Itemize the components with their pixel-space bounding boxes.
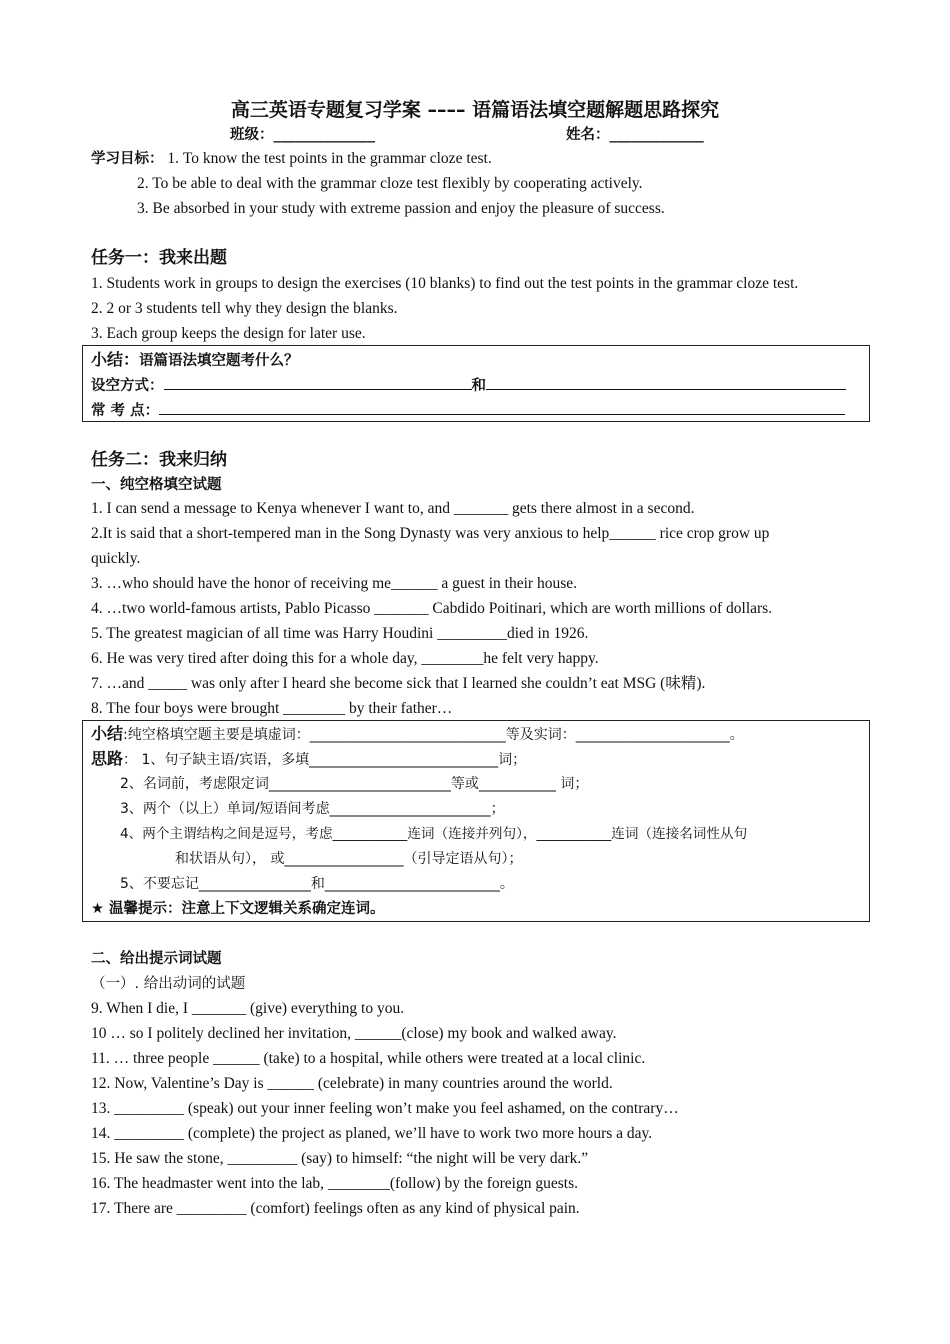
task2-heading: 任务二：我来归纳 — [91, 450, 227, 470]
verb-exercise-item: 15. He saw the stone, _________ (say) to himself: “the night will be very dark.” — [91, 1150, 589, 1167]
task1-summary-title-line — [91, 350, 299, 371]
exercise-item-cont: quickly. — [91, 550, 141, 567]
blank: ________________ — [198, 876, 311, 892]
verb-exercise-item: 17. There are _________ (comfort) feelings often as any kind of physical pain. — [91, 1200, 580, 1217]
summary-text: 词； — [555, 776, 589, 792]
task1-item: 3. Each group keeps the design for later use. — [91, 325, 366, 342]
summary-text: 。 — [729, 727, 744, 743]
exercise-item: 5. The greatest magician of all time was Harry Houdini _________died in 1926. — [91, 625, 589, 642]
summary-text: 和 — [310, 876, 325, 892]
blank-method-blank-2 — [486, 374, 846, 390]
blank-method-label: 设空方式： — [91, 378, 164, 394]
blank: ____________________________ — [309, 727, 506, 743]
verb-exercise-item: 11. … three people ______ (take) to a hospital, while others were treated at a local clinic. — [91, 1050, 646, 1067]
blank: _________________________ — [324, 876, 500, 892]
thinking-line-4 — [120, 824, 747, 844]
name-blank: _____________ — [609, 127, 704, 143]
blank-method-blank-1 — [164, 374, 472, 390]
blank: ___________ — [332, 826, 408, 842]
summary-text: :纯空格填空题主要是填虚词： — [123, 727, 310, 743]
class-blank: ______________ — [273, 127, 375, 143]
verb-exercise-item: 9. When I die, I _______ (give) everything to you. — [91, 1000, 405, 1017]
summary-text: 3、两个（以上）单词/短语间考虑 — [120, 801, 330, 817]
thinking-line-3 — [120, 799, 505, 819]
thinking-label: 思路 — [91, 749, 124, 768]
summary-text: 4、两个主谓结构之间是逗号，考虑 — [120, 826, 333, 842]
verb-exercise-item: 14. _________ (complete) the project as planed, we’ll have to work two more hours a day. — [91, 1125, 653, 1142]
summary-text: 词； — [498, 752, 527, 768]
test-points-label: 常 考 点： — [91, 403, 160, 419]
exercise-item: 6. He was very tired after doing this for a whole day, ________he felt very happy. — [91, 650, 599, 667]
task1-heading: 任务一：我来出题 — [91, 248, 227, 268]
objective-item: 1. To know the test points in the grammar cloze test. — [167, 150, 492, 167]
summary-text: 和状语从句）， 或 — [175, 851, 285, 867]
blank: ______________________ — [575, 727, 730, 743]
verb-exercise-item: 16. The headmaster went into the lab, ________(follow) by the foreign guests. — [91, 1175, 578, 1192]
verb-exercise-item: 12. Now, Valentine’s Day is ______ (celebrate) in many countries around the world. — [91, 1075, 613, 1092]
summary-text: 连词（连接并列句）， — [407, 826, 537, 842]
exercise-item: 8. The four boys were brought ________ by their father… — [91, 700, 453, 717]
page-title: 高三英语专题复习学案 –––– 语篇语法填空题解题思路探究 — [230, 99, 720, 121]
class-label: 班级： — [230, 127, 274, 143]
task1-item: 1. Students work in groups to design the exercises (10 blanks) to find out the test points in the grammar cloze test. — [91, 275, 799, 292]
summary-text: 2、名词前，考虑限定词 — [120, 776, 269, 792]
summary-text: ： 1、句子缺主语/宾语，多填 — [123, 752, 310, 768]
blank: ___________ — [478, 776, 556, 792]
verb-exercise-item: 13. _________ (speak) out your inner feeling won’t make you feel ashamed, on the contrary… — [91, 1100, 679, 1117]
blank-method-line — [91, 374, 846, 396]
test-points-blank — [159, 399, 845, 415]
summary-text: 5、不要忘记 — [120, 876, 199, 892]
verb-exercise-item: 10 … so I politely declined her invitation, ______(close) my book and walked away. — [91, 1025, 617, 1042]
name-field — [566, 125, 704, 145]
task2-sub1: 一、纯空格填空试题 — [91, 477, 222, 493]
blank-method-and: 和 — [471, 378, 486, 394]
exercise-item: 2.It is said that a short-tempered man in the Song Dynasty was very anxious to help______ rice crop grow up — [91, 525, 770, 542]
objective-item: 3. Be absorbed in your study with extreme passion and enjoy the pleasure of success. — [137, 200, 665, 217]
summary-text: 。 — [499, 876, 514, 892]
summary-text: 等或 — [450, 776, 479, 792]
blank: _________________ — [284, 851, 404, 867]
thinking-line-1 — [91, 749, 526, 770]
exercise-item: 4. …two world-famous artists, Pablo Picasso _______ Cabdido Poitinari, which are worth millions of dollars. — [91, 600, 773, 617]
summary-title: 小结： — [91, 350, 140, 369]
summary-question: 语篇语法填空题考什么？ — [139, 353, 299, 369]
summary-text: 连词（连接名词性从句 — [611, 826, 748, 842]
summary-line-1 — [91, 724, 744, 745]
summary-text: （引导定语从句）； — [403, 851, 523, 867]
class-field — [230, 125, 375, 145]
thinking-line-4b — [175, 849, 522, 869]
task2-sub2: 二、给出提示词试题 — [91, 951, 222, 967]
exercise-item: 3. …who should have the honor of receiving me______ a guest in their house. — [91, 575, 577, 592]
name-label: 姓名： — [566, 127, 610, 143]
warm-tip: ★ 温馨提示：注意上下文逻辑关系确定连词。 — [91, 901, 385, 917]
exercise-item: 1. I can send a message to Kenya whenever I want to, and _______ gets there almost in a second. — [91, 500, 695, 517]
blank: ___________________________ — [309, 752, 499, 768]
blank: ___________ — [536, 826, 612, 842]
summary-text: ； — [490, 801, 505, 817]
task2-sub2a: （一）. 给出动词的试题 — [91, 976, 246, 992]
objectives-label: 学习目标： — [91, 151, 164, 167]
blank: _______________________ — [329, 801, 491, 817]
exercise-item: 7. …and _____ was only after I heard she become sick that I learned she couldn’t eat MSG (味精). — [91, 675, 706, 692]
test-points-line — [91, 399, 845, 421]
thinking-line-2 — [120, 774, 588, 794]
thinking-line-5 — [120, 874, 514, 894]
task1-item: 2. 2 or 3 students tell why they design the blanks. — [91, 300, 398, 317]
objective-item: 2. To be able to deal with the grammar cloze test flexibly by cooperating actively. — [137, 175, 643, 192]
summary-text: 等及实词： — [505, 727, 576, 743]
summary2-title: 小结 — [91, 724, 124, 743]
objectives — [91, 149, 492, 169]
blank: __________________________ — [268, 776, 451, 792]
